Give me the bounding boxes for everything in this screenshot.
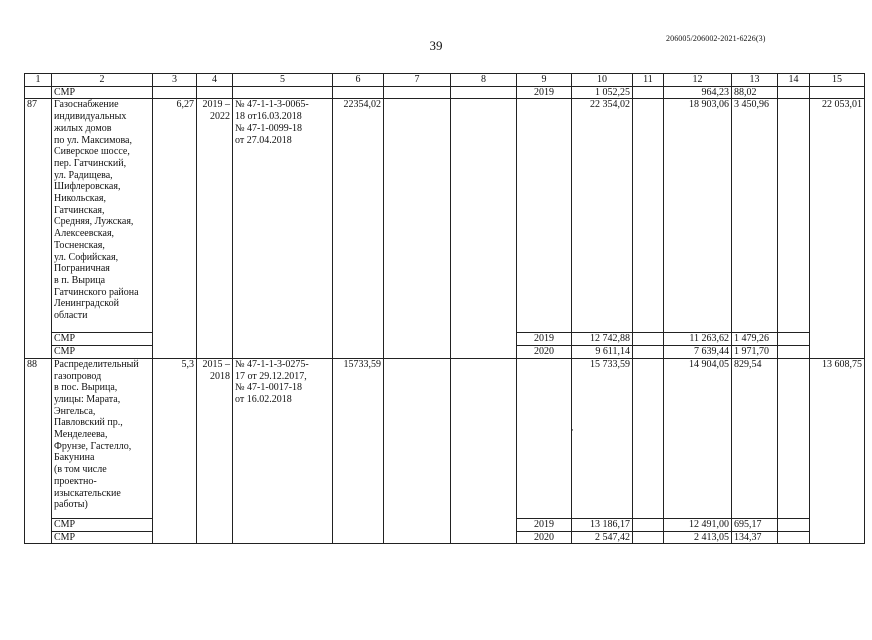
value-cell: 134,37 (732, 531, 778, 544)
table-row (25, 99, 865, 333)
value-cell: 3 450,96 (732, 99, 778, 333)
page-number: 39 (429, 38, 443, 53)
period-cell: 2019 – 2022 (197, 99, 233, 358)
value-cell: 1 971,70 (732, 346, 778, 359)
header-row (25, 74, 865, 87)
row-label: СМР (52, 333, 153, 346)
permit-cell: № 47-1-1-3-0275- 17 от 29.12.2017, № 47-1-0017-18 от 16.02.2018 (233, 358, 333, 543)
value-cell: 88,02 (732, 86, 778, 99)
value-cell: 15 733,59 (572, 358, 633, 518)
year-cell: 2019 (517, 86, 572, 99)
data-table (24, 73, 865, 544)
value-cell: 1 479,26 (732, 333, 778, 346)
row-label: СМР (52, 86, 153, 99)
value-cell: 964,23 (664, 86, 732, 99)
year-cell: 2020 (517, 346, 572, 359)
cost-cell: 22354,02 (333, 99, 384, 358)
header-cell: 7 (384, 74, 451, 87)
value-cell: 7 639,44 (664, 346, 732, 359)
scan-speck: · (571, 425, 574, 435)
object-name: Распределительный газопровод в пос. Вырица, улицы: Марата, Энгельса, Павловский пр., Менделеева, Фрунзе, Гастелло, Бакунина (в том числе проектно- изыскательские работы) (52, 358, 153, 518)
value-cell: 18 903,06 (664, 99, 732, 333)
value-cell: 829,54 (732, 358, 778, 518)
length-cell: 6,27 (153, 99, 197, 358)
header-cell: 4 (197, 74, 233, 87)
value-cell: 22 053,01 (810, 99, 865, 358)
header-cell: 10 (572, 74, 633, 87)
year-cell: 2019 (517, 333, 572, 346)
value-cell: 11 263,62 (664, 333, 732, 346)
permit-cell: № 47-1-1-3-0065- 18 от16.03.2018 № 47-1-0099-18 от 27.04.2018 (233, 99, 333, 358)
header-cell: 2 (52, 74, 153, 87)
length-cell: 5,3 (153, 358, 197, 543)
row-label: СМР (52, 346, 153, 359)
row-number: 88 (25, 358, 52, 543)
header-cell: 9 (517, 74, 572, 87)
header-cell: 3 (153, 74, 197, 87)
document-id: 206005/206002-2021-6226(3) (666, 34, 766, 43)
value-cell: 2 413,05 (664, 531, 732, 544)
table-row (25, 86, 865, 99)
header-cell: 5 (233, 74, 333, 87)
period-cell: 2015 – 2018 (197, 358, 233, 543)
header-cell: 15 (810, 74, 865, 87)
value-cell: 22 354,02 (572, 99, 633, 333)
value-cell: 13 608,75 (810, 358, 865, 543)
header-cell: 13 (732, 74, 778, 87)
value-cell: 14 904,05 (664, 358, 732, 518)
header-cell: 14 (778, 74, 810, 87)
year-cell: 2019 (517, 518, 572, 531)
row-number: 87 (25, 99, 52, 358)
value-cell: 2 547,42 (572, 531, 633, 544)
value-cell: 13 186,17 (572, 518, 633, 531)
header-cell: 1 (25, 74, 52, 87)
table-row (25, 358, 865, 518)
row-label: СМР (52, 518, 153, 531)
year-cell: 2020 (517, 531, 572, 544)
cost-cell: 15733,59 (333, 358, 384, 543)
value-cell: 695,17 (732, 518, 778, 531)
row-label: СМР (52, 531, 153, 544)
object-name: Газоснабжение индивидуальных жилых домов по ул. Максимова, Сиверское шоссе, пер. Гатчинский, ул. Радищева, Шифлеровская, Никольская, Гатчинская, Средняя, Лужская, Алексеевская, Тосненская, ул. Софийская, Пограничная в п. Вырица Гатчинского района Ленинградской области (52, 99, 153, 333)
header-cell: 8 (451, 74, 517, 87)
value-cell: 1 052,25 (572, 86, 633, 99)
header-cell: 12 (664, 74, 732, 87)
header-cell: 11 (633, 74, 664, 87)
value-cell: 12 491,00 (664, 518, 732, 531)
header-cell: 6 (333, 74, 384, 87)
value-cell: 12 742,88 (572, 333, 633, 346)
value-cell: 9 611,14 (572, 346, 633, 359)
